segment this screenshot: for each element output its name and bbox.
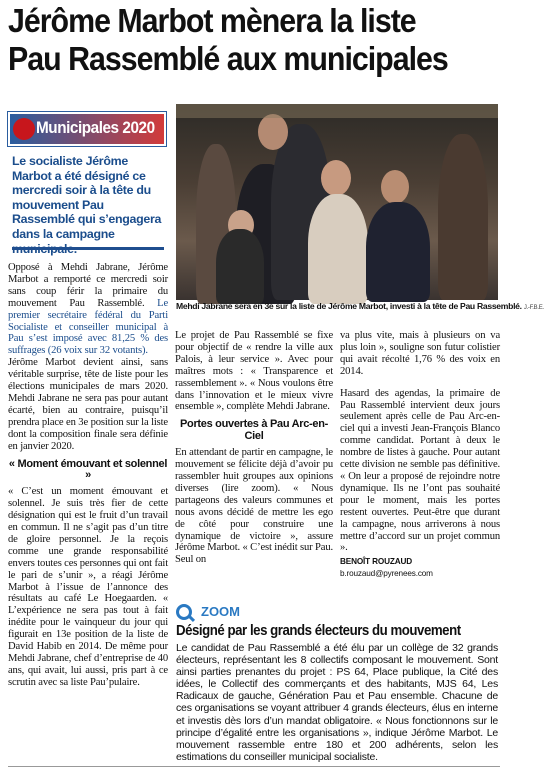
magnifier-handle — [188, 615, 195, 622]
paragraph: Jérôme Marbot devient ainsi, sans véritable surprise, tête de liste pour les élections municipales de mars 2020. Mehdi Jabrane ne sera pas pour autant écarté, bien au contraire, puisqu’il prendra place en 3e position sur la liste dont la composition finale sera définie en janvier 2020. — [8, 357, 168, 452]
paragraph: En attendant de partir en campagne, le mouvement se félicite déjà d’avoir pu rassembler huit groupes aux opinions diverses (lire zoom). « Nous partageons des valeurs communes et nous avons décidé de mettre les ego de côté pour construire une dynamique de victoire », assure Jérôme Marbot. « C’est inédit sur Pau. Seul on — [175, 447, 333, 566]
article-column-1 — [8, 262, 168, 689]
paragraph: Hasard des agendas, la primaire de Pau Rassemblé intervient deux jours seulement après celle de Pau Arc-en-ciel qui a investi Jean-François Blanco comme candidat. Portant à deux le nombre de listes à gauche. Pour autant cette division ne semble pas définitive. « On leur a proposé de rejoindre notre dynamique. Ils ne l’ont pas souhaité pour le moment, mais les portes restent ouvertes. Peut-être que durant la campagne, nous arriverons à nous mettre d’accord sur un projet commun ». — [340, 387, 500, 554]
headline-line-2: Pau Rassemblé aux municipales — [8, 40, 448, 77]
intertitle: « Moment émouvant et solennel » — [8, 457, 168, 482]
article-column-2 — [175, 330, 333, 566]
headline — [8, 2, 461, 78]
paragraph: va plus vite, mais à plusieurs on va plus loin », souligne son futur colistier qui avait récolté 1,76 % des voix en 2014. — [340, 330, 500, 377]
standfirst-divider — [12, 247, 164, 250]
byline — [340, 556, 500, 580]
intertitle: Portes ouvertes à Pau Arc-en-Ciel — [179, 418, 328, 443]
article-photo — [176, 104, 498, 300]
photo-credit: J.-F.B.E. — [523, 305, 544, 311]
paragraph: Le projet de Pau Rassemblé se fixe pour objectif de « rendre la ville aux Palois, à leur service ». Avec pour maîtres mots : « Transparence et rassemblement ». « Nous voulons être dans l’innovation et le mieux vivre ensemble », complète Mehdi Jabrane. — [175, 330, 333, 413]
article-standfirst: Le socialiste Jérôme Marbot a été désigné ce mercredi soir à la tête du mouvement Pau Rassemblé qui s’engagera dans la campagne — [12, 154, 162, 241]
zoom-title: Désigné par les grands électeurs du mouvement — [176, 623, 461, 639]
author-email[interactable]: b.rouzaud@pyrenees.com — [340, 569, 433, 579]
author-name: BENOÎT ROUZAUD — [340, 557, 413, 567]
photo-caption: Mehdi Jabrane sera en 3e sur la liste de Jérôme Marbot, investi à la tête de Pau Rassemblé. J.-F.B.E. — [176, 301, 544, 311]
highlight-text: Le premier secrétaire fédéral du Parti Socialiste et conseiller municipal à Pau s’est imposé avec 81,25 % des suffrages (26 voix sur 32 votants). — [8, 297, 168, 357]
paragraph: « C’est un moment émouvant et solennel. Je suis très fier de cette désignation qui est le fruit d’un travail en commun. Il ne s’agit pas d’un titre de gloire personnel. Je la reçois comme une grande responsabilité envers toutes ces personnes qui ont fait le pari de s’unir », a réagi Jérôme Marbot à l’issue de l’annonce des résultats au café Le Hoegaarden. « L’expérience ne sera pas tout à fait inédite pour le vainqueur du jour qui figurait en 13e position de la liste de David Habib en 2014. De même pour Mehdi Jabrane, chef d’entreprise de 40 ans, qui avait, lui aussi, pris part à ce scrutin avec sa liste Pau’pulaire. — [8, 486, 168, 688]
zoom-box — [176, 600, 498, 770]
zoom-body: Le candidat de Pau Rassemblé a été élu par un collège de 32 grands électeurs, représentant les 8 collectifs composant le mouvement. Sont ainsi parties prenantes du projet : PS 64, Place publique, la Cité des idées, le Collectif des commerçants et des habitants, MJS 64, Les Radicaux de gauche, Génération Pau et Pau ensemble. Chacune de ces organisations se voyant attribuer 4 grands électeurs, élus en interne et investis dès lors d’un mandat obligatoire. « Nous fonctionnons sur le principe d’égalité entre les organisations », indique Jérôme Marbot. Le mouvement rassemble entre 180 et 200 adhérents, selon les estimations du conseiller municipal socialiste. — [176, 642, 498, 763]
paragraph: Opposé à Mehdi Jabrane, Jérôme Marbot a remporté ce mercredi soir sans coup férir la primaire du mouvement Pau Rassemblé. Le premier secrétaire fédéral du Parti Socialiste et conseiller municipal à Pau s’est imposé avec 81,25 % des suffrages (26 voix sur 32 votants). — [8, 262, 168, 357]
zoom-label: ZOOM — [201, 604, 240, 619]
rubric-banner — [8, 112, 166, 146]
marianne-logo-icon — [13, 118, 35, 140]
article-column-3 — [340, 330, 500, 580]
rubric-label: Municipales 2020 — [36, 118, 155, 137]
headline-line-1: Jérôme Marbot mènera la liste — [8, 2, 416, 39]
page-bottom-rule — [8, 766, 500, 767]
